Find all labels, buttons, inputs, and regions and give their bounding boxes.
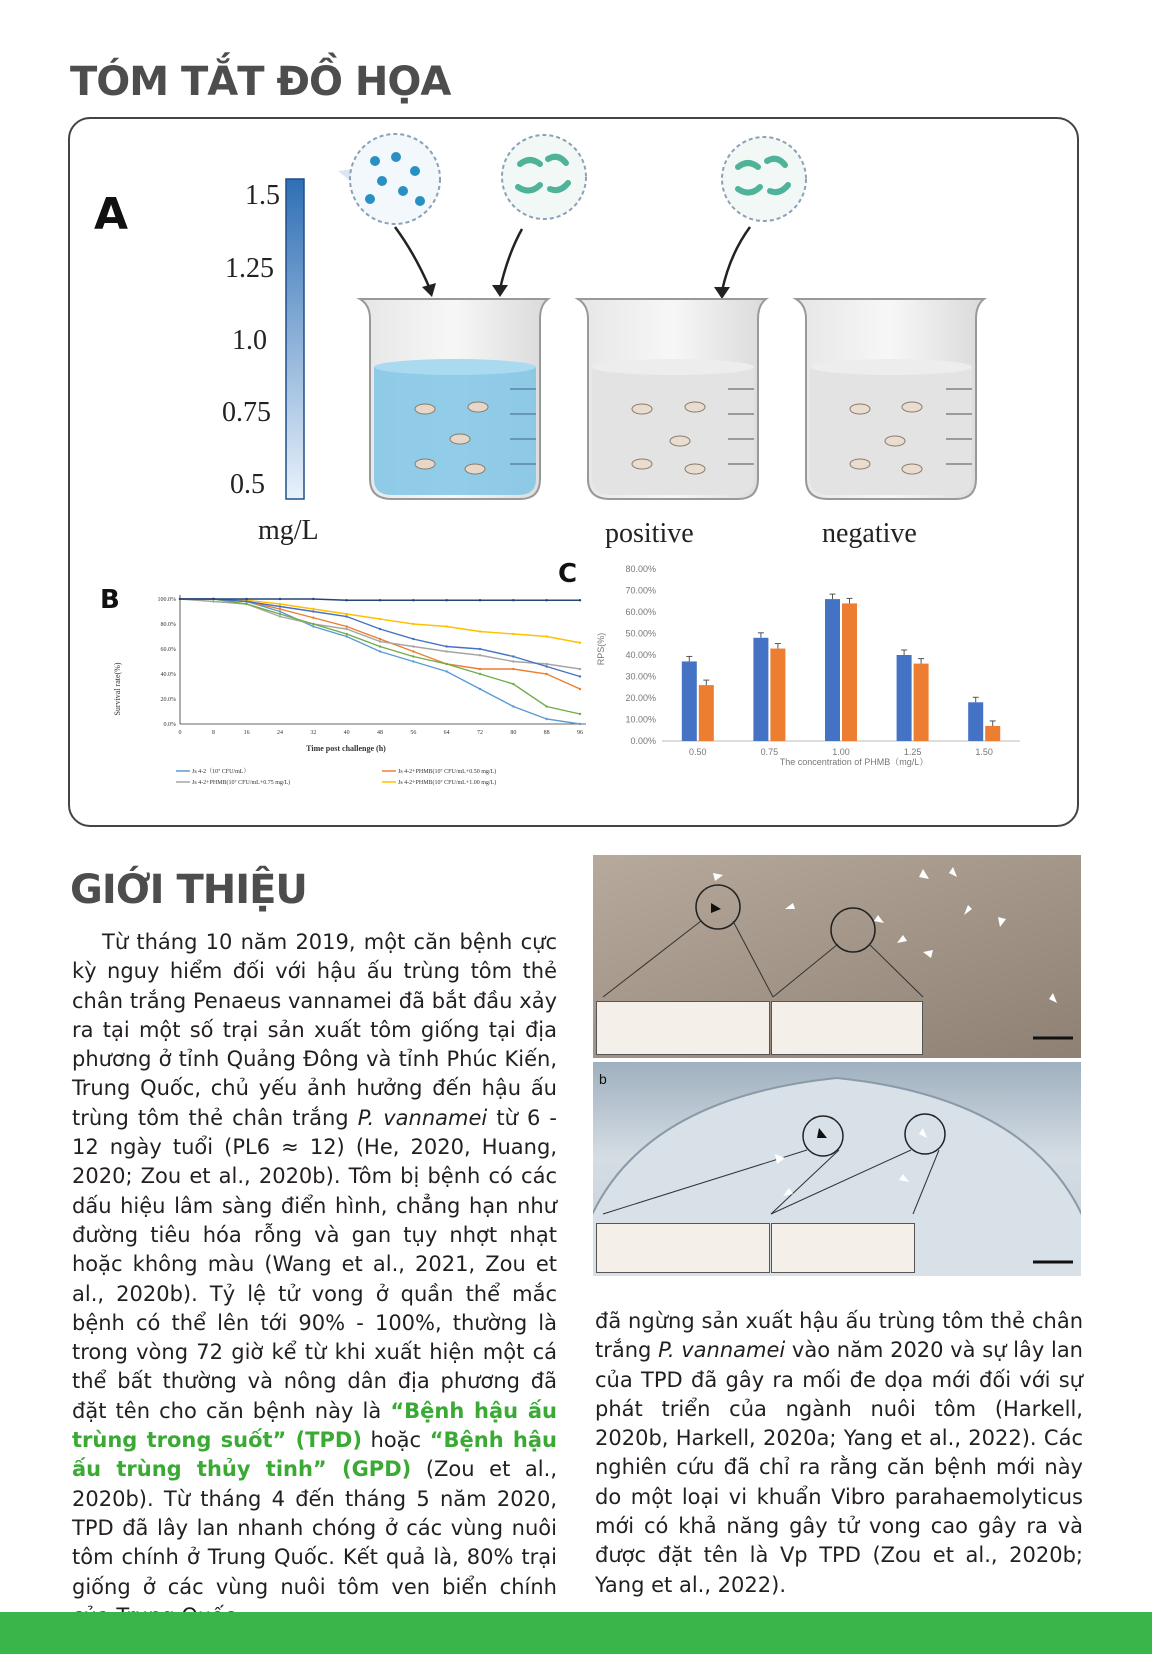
concentration-scale-bar — [286, 179, 304, 499]
chart-b-point — [279, 608, 281, 610]
chart-b-x-tick: 8 — [211, 730, 215, 736]
chart-b-point — [479, 630, 481, 632]
chart-b-point — [579, 723, 581, 725]
chart-b-point — [245, 598, 247, 600]
chart-b-point — [345, 633, 347, 635]
chart-b-point — [279, 603, 281, 605]
graphical-abstract-panel — [68, 117, 1079, 827]
chart-b-point — [345, 613, 347, 615]
chart-b-x-tick: 32 — [310, 730, 317, 736]
chart-b-y-tick: 20.0% — [160, 697, 176, 703]
graphical-abstract-heading: TÓM TẮT ĐỒ HỌA — [70, 59, 451, 105]
chart-c-y-tick: 40.00% — [625, 650, 656, 660]
chart-b-x-tick: 96 — [577, 730, 583, 736]
chart-b-y-tick: 80.0% — [160, 622, 176, 628]
positive-control-beaker-icon — [578, 299, 766, 499]
chart-b-point — [379, 638, 381, 640]
chart-b-point — [379, 645, 381, 647]
chart-b-point — [412, 655, 414, 657]
chart-b-point — [479, 668, 481, 670]
chart-b-point — [545, 663, 547, 665]
chart-c-bar — [770, 649, 785, 741]
chart-b-x-tick: 16 — [243, 730, 250, 736]
chart-b-point — [545, 635, 547, 637]
chart-b-point — [279, 598, 281, 600]
chart-b-point — [545, 665, 547, 667]
chart-b-point — [479, 654, 481, 656]
chart-b-point — [479, 599, 481, 601]
chart-b-point — [445, 599, 447, 601]
chart-b-point — [312, 617, 314, 619]
positive-label: positive — [605, 518, 694, 549]
chart-b-point — [312, 608, 314, 610]
chart-b-point — [445, 625, 447, 627]
chart-c-x-tick: 1.00 — [832, 747, 850, 757]
chart-b-point — [345, 615, 347, 617]
chart-c-y-tick: 60.00% — [625, 607, 656, 617]
intro-paragraph-left: Từ tháng 10 năm 2019, một căn bệnh cực kỳ nguy hiểm đối với hậu ấu trùng tôm thẻ chân trắng Penaeus vannamei đã bắt đầu xảy ra tại một số trại sản xuất tôm giống tại địa phương ở tỉnh Quảng Đông và tỉnh Phúc Kiến, Trung Quốc, chủ yếu ảnh hưởng đến hậu ấu trùng tôm thẻ chân trắng P. vannamei từ 6 - 12 ngày tuổi (PL6 ≈ 12) (He, 2020, Huang, 2020; Zou et al., 2020b). Tôm bị bệnh có các dấu hiệu lâm sàng điển hình, chẳng hạn như đường tiêu hóa rỗng và gan tụy nhợt nhạt hoặc không màu (Wang et al., 2021, Zou et al., 2020b). Tỷ lệ tử vong ở quần thể mắc bệnh có thể lên tới 90% - 100%, thường là trong vòng 72 giờ kể từ khi xuất hiện một cá thể bất thường và nông dân địa phương đã đặt tên cho căn bệnh này là “Bệnh hậu ấu trùng trong suốt” (TPD) hoặc “Bệnh hậu ấu trùng thủy tinh” (GPD) (Zou et al., 2020b). Từ tháng 4 đến tháng 5 năm 2020, TPD đã lây lan nhanh chóng ở các vùng nuôi tôm chính ở Trung Quốc. Kết quả là, 80% trại giống ở các vùng nuôi tôm ven biển chính — [72, 930, 558, 1599]
rps-bar-chart — [590, 559, 1030, 787]
scale-tick-0-75: 0.75 — [222, 397, 271, 428]
chart-b-xlabel: Time post challenge (h) — [306, 744, 386, 753]
chart-c-bar — [825, 599, 840, 741]
chart-b-legend-4: Js 4-2+PHMB(10⁷ CFU/mL+1.00 mg/L) — [398, 780, 497, 786]
chart-b-point — [312, 610, 314, 612]
chart-b-point — [512, 660, 514, 662]
introduction-heading: GIỚI THIỆU — [70, 867, 307, 913]
chart-b-point — [445, 650, 447, 652]
diseased-larvae-photo-a — [593, 855, 1081, 1058]
chart-b-point — [179, 598, 181, 600]
panel-a-letter: A — [94, 189, 129, 240]
chart-b-point — [412, 660, 414, 662]
chart-b-point — [412, 599, 414, 601]
chart-b-series-line — [180, 599, 580, 689]
scale-tick-1-0: 1.0 — [232, 325, 267, 356]
chart-c-y-tick: 70.00% — [625, 585, 656, 596]
chart-b-point — [279, 613, 281, 615]
chart-c-bar — [914, 664, 929, 741]
chart-b-point — [545, 718, 547, 720]
photo-b-label: b — [599, 1071, 607, 1087]
chart-b-point — [245, 600, 247, 602]
chart-b-point — [345, 628, 347, 630]
chart-b-y-tick: 0.0% — [163, 722, 176, 728]
chart-c-bar — [968, 702, 983, 741]
chart-c-y-tick: 30.00% — [625, 671, 656, 682]
chart-b-point — [279, 605, 281, 607]
chart-b-point — [345, 599, 347, 601]
chart-b-point — [379, 628, 381, 630]
vibrio-bacteria-icon — [722, 137, 806, 221]
chart-b-point — [312, 598, 314, 600]
chart-b-point — [212, 600, 214, 602]
chart-b-point — [279, 610, 281, 612]
chart-b-point — [512, 599, 514, 601]
chart-c-bar — [897, 655, 912, 741]
arrow-icon — [395, 227, 750, 291]
chart-b-series-line — [180, 599, 580, 677]
chart-b-y-tick: 100.0% — [157, 597, 176, 603]
larva-inset-image — [771, 1223, 915, 1273]
chart-b-x-tick: 40 — [343, 730, 350, 736]
chart-b-x-tick: 0 — [178, 730, 182, 736]
chart-b-legend-1: Js 4-2（10⁷ CFU/mL） — [192, 769, 250, 775]
negative-control-beaker-icon — [796, 299, 984, 499]
chart-c-bar — [985, 726, 1000, 741]
chart-c-x-tick: 0.75 — [760, 747, 779, 757]
chart-b-point — [579, 688, 581, 690]
chart-c-xlabel: The concentration of PHMB（mg/L） — [779, 757, 929, 767]
chart-b-point — [279, 615, 281, 617]
chart-b-ylabel: Survival rate(%) — [113, 662, 122, 716]
chart-b-point — [479, 673, 481, 675]
gpd-term: “Bệnh hậu ấu trùng thủy tinh” (GPD) — [72, 1428, 557, 1482]
chart-b-x-tick: 88 — [543, 730, 550, 736]
chart-b-point — [245, 603, 247, 605]
chart-b-point — [579, 675, 581, 677]
chart-b-point — [545, 673, 547, 675]
chart-b-point — [379, 618, 381, 620]
chart-b-point — [379, 640, 381, 642]
intro-paragraph-right: đã ngừng sản xuất hậu ấu trùng tôm thẻ chân trắng P. vannamei vào năm 2020 và sự lây lan của TPD đã gây ra mối đe dọa mới đối với sự phát triển của ngành nuôi tôm (Harkell, 2020b, Harkell, 2020a; Yang et al., 2022). Các nghiên cứu đã chỉ ra rằng căn bệnh mới này do một loại vi khuẩn Vibro parahaemolyticus mới có khả năng gây tử vong cao gây ra và được đặt tên là Vp TPD (Zou et al., 2020b; Yang et al., 2022). — [595, 1309, 1083, 1597]
scale-tick-0-5: 0.5 — [230, 469, 265, 500]
larva-inset-image — [771, 1001, 923, 1055]
chart-b-point — [545, 705, 547, 707]
chart-b-point — [379, 599, 381, 601]
chart-b-point — [412, 645, 414, 647]
chart-b-point — [579, 668, 581, 670]
treated-beaker-icon — [360, 299, 548, 499]
chart-b-x-tick: 56 — [410, 730, 417, 736]
scale-tick-1-5: 1.5 — [245, 180, 280, 211]
diseased-larvae-photo-b — [593, 1062, 1081, 1276]
phmb-molecules-icon — [338, 134, 440, 224]
chart-b-legend-2: Js 4-2+PHMB(10⁷ CFU/mL+0.50 mg/L) — [398, 769, 497, 775]
chart-b-point — [512, 633, 514, 635]
chart-b-point — [512, 668, 514, 670]
chart-b-x-tick: 48 — [377, 730, 383, 736]
chart-c-x-tick: 0.50 — [689, 747, 707, 757]
chart-b-point — [479, 688, 481, 690]
chart-b-point — [512, 683, 514, 685]
chart-b-series-line — [180, 599, 580, 714]
chart-b-x-tick: 24 — [277, 730, 283, 736]
survival-rate-line-chart — [110, 579, 600, 819]
chart-b-point — [579, 642, 581, 644]
chart-b-point — [579, 713, 581, 715]
chart-b-point — [345, 635, 347, 637]
chart-b-y-tick: 60.0% — [160, 647, 176, 653]
chart-b-point — [445, 670, 447, 672]
larva-inset-image — [596, 1001, 770, 1055]
footer-bar — [0, 1612, 1152, 1654]
chart-c-y-tick: 10.00% — [625, 714, 656, 725]
chart-b-point — [512, 655, 514, 657]
chart-b-point — [445, 645, 447, 647]
chart-b-point — [312, 623, 314, 625]
chart-c-x-tick: 1.25 — [903, 747, 922, 757]
panel-c-letter: C — [558, 559, 578, 589]
chart-c-y-tick: 50.00% — [625, 628, 656, 639]
chart-b-point — [212, 598, 214, 600]
chart-b-y-tick: 40.0% — [160, 672, 176, 678]
chart-c-bar — [682, 661, 697, 741]
chart-c-bar — [842, 603, 857, 741]
chart-b-series-line — [180, 599, 580, 643]
larva-inset-image — [596, 1223, 770, 1273]
chart-b-point — [412, 650, 414, 652]
chart-c-y-tick: 20.00% — [625, 693, 656, 703]
chart-b-x-tick: 72 — [477, 730, 483, 736]
vibrio-bacteria-icon — [502, 135, 586, 219]
chart-c-ylabel: RPS(%) — [596, 632, 606, 666]
chart-b-point — [412, 638, 414, 640]
chart-b-point — [579, 599, 581, 601]
tpd-term: “Bệnh hậu ấu trùng trong suốt” (TPD) — [72, 1398, 557, 1453]
chart-b-point — [312, 625, 314, 627]
negative-label: negative — [822, 518, 917, 549]
chart-b-point — [345, 625, 347, 627]
scale-tick-1-25: 1.25 — [225, 253, 274, 284]
chart-b-point — [445, 663, 447, 665]
chart-b-point — [512, 705, 514, 707]
chart-b-point — [412, 623, 414, 625]
panel-b-letter: B — [100, 585, 120, 615]
chart-c-bar — [753, 638, 768, 741]
panel-a-illustration — [70, 119, 1077, 549]
chart-c-y-tick: 0.00% — [630, 736, 656, 746]
chart-c-x-tick: 1.50 — [975, 747, 993, 757]
scale-unit: mg/L — [258, 515, 319, 546]
chart-c-y-tick: 80.00% — [625, 564, 656, 574]
chart-b-x-tick: 80 — [510, 730, 517, 736]
chart-b-point — [479, 648, 481, 650]
chart-b-legend-3: Js 4-2+PHMB(10⁷ CFU/mL+0.75 mg/L) — [192, 780, 291, 786]
chart-b-point — [379, 650, 381, 652]
chart-b-x-tick: 64 — [443, 730, 450, 736]
chart-c-bar — [699, 685, 714, 741]
chart-b-point — [545, 599, 547, 601]
